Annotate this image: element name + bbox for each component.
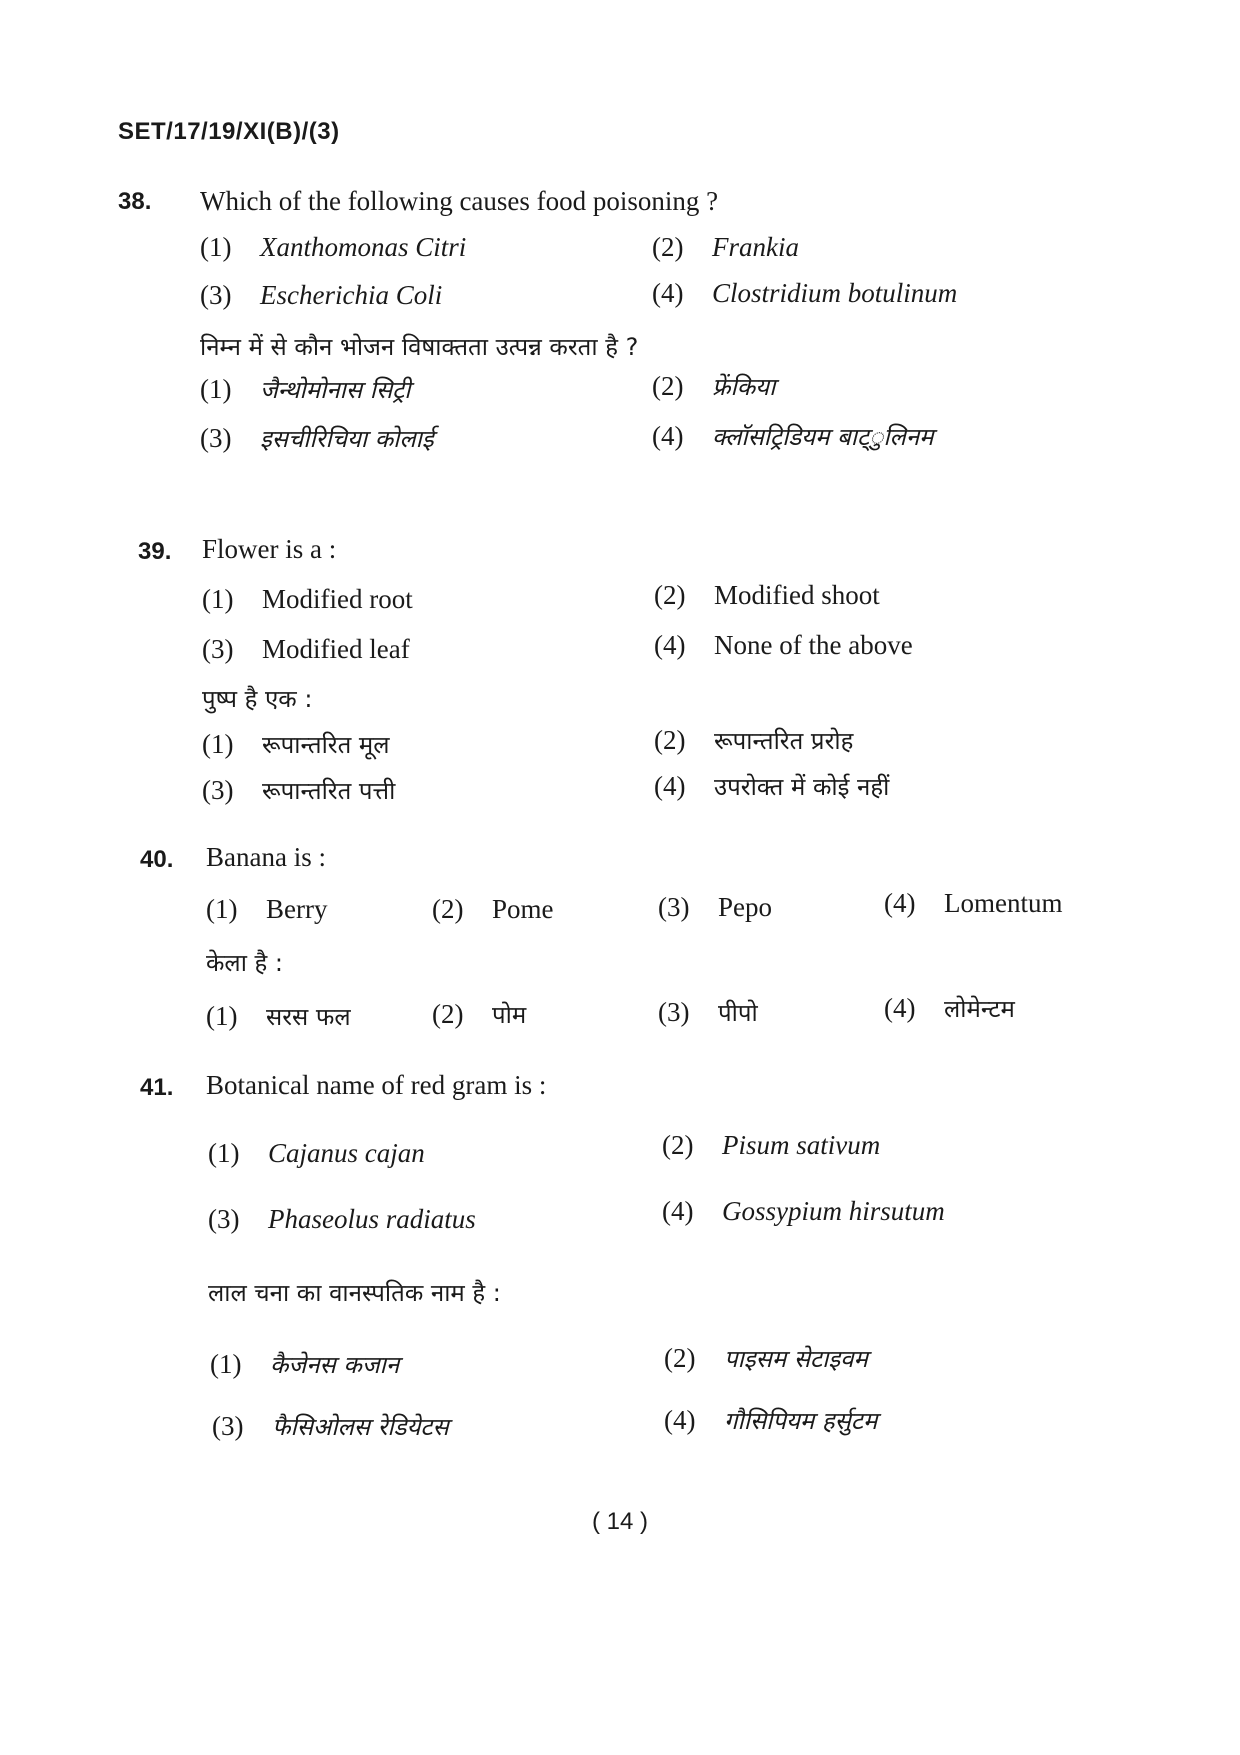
option-number: (4)	[664, 1405, 696, 1435]
option-number: (1)	[206, 1001, 238, 1031]
option-number: (1)	[202, 584, 234, 614]
question-number: 40.	[140, 846, 174, 873]
option-en	[202, 584, 413, 615]
option-text: None of the above	[714, 630, 913, 660]
option-hi	[658, 996, 758, 1029]
option-number: (2)	[664, 1343, 696, 1373]
option-number: (2)	[654, 580, 686, 610]
option-number: (4)	[652, 278, 684, 308]
option-text: रूपान्तरित पत्ती	[262, 777, 396, 805]
option-en	[658, 892, 772, 923]
option-hi	[202, 728, 390, 761]
option-en	[200, 280, 442, 311]
option-text: Frankia	[712, 232, 799, 262]
option-number: (2)	[652, 232, 684, 262]
option-text: कैजेनस कजान	[270, 1351, 400, 1379]
question-text-hi: निम्न में से कौन भोजन विषाक्तता उत्पन्न करता है ?	[200, 333, 639, 361]
option-number: (3)	[208, 1204, 240, 1234]
option-hi	[212, 1410, 449, 1443]
option-hi	[200, 373, 410, 406]
option-text: जैन्थोमोनास सिट्री	[260, 376, 411, 404]
option-text: Modified shoot	[714, 580, 880, 610]
option-hi	[432, 998, 526, 1031]
option-hi	[654, 724, 853, 757]
option-text: Xanthomonas Citri	[260, 232, 467, 262]
option-text: गौसिपियम हर्सुटम	[724, 1407, 878, 1435]
option-number: (3)	[212, 1411, 244, 1441]
option-text: Phaseolus radiatus	[268, 1204, 476, 1234]
option-text: Clostridium botulinum	[712, 278, 958, 308]
option-en	[652, 232, 799, 263]
option-en	[208, 1204, 476, 1235]
option-en	[654, 630, 913, 661]
option-hi	[210, 1348, 399, 1381]
option-number: (3)	[658, 892, 690, 922]
question-text-en: Banana is :	[206, 842, 326, 872]
option-number: (1)	[206, 894, 238, 924]
option-text: फैसिओलस रेडियेटस	[272, 1413, 449, 1441]
option-en	[208, 1138, 425, 1169]
option-number: (3)	[658, 997, 690, 1027]
option-text: Modified root	[262, 584, 413, 614]
option-hi	[654, 770, 889, 803]
option-text: सरस फल	[266, 1003, 351, 1031]
option-number: (3)	[202, 634, 234, 664]
option-hi	[200, 422, 434, 455]
option-en	[662, 1196, 945, 1227]
question-number: 39.	[138, 538, 172, 565]
option-number: (3)	[200, 280, 232, 310]
option-text: उपरोक्त में कोई नहीं	[714, 773, 890, 801]
option-en	[652, 278, 957, 309]
option-text: Cajanus cajan	[268, 1138, 425, 1168]
option-hi	[884, 992, 1015, 1025]
question-text-hi: लाल चना का वानस्पतिक नाम है :	[208, 1279, 501, 1307]
option-hi	[652, 370, 775, 403]
option-number: (2)	[432, 894, 464, 924]
option-number: (4)	[654, 771, 686, 801]
option-hi	[202, 774, 395, 807]
option-number: (4)	[654, 630, 686, 660]
option-hi	[664, 1404, 877, 1437]
option-number: (3)	[200, 423, 232, 453]
option-en	[654, 580, 880, 611]
question-text-en: Botanical name of red gram is :	[206, 1070, 547, 1100]
option-number: (4)	[662, 1196, 694, 1226]
option-number: (2)	[662, 1130, 694, 1160]
option-text: Pepo	[718, 892, 772, 922]
option-number: (2)	[654, 725, 686, 755]
option-en	[202, 634, 410, 665]
option-number: (3)	[202, 775, 234, 805]
option-text: रूपान्तरित मूल	[262, 731, 390, 759]
option-number: (1)	[202, 729, 234, 759]
option-number: (1)	[200, 374, 232, 404]
option-hi	[664, 1342, 868, 1375]
option-number: (1)	[210, 1349, 242, 1379]
question-number: 41.	[140, 1074, 174, 1101]
option-number: (1)	[200, 232, 232, 262]
option-text: पीपो	[718, 999, 758, 1027]
option-text: Gossypium hirsutum	[722, 1196, 945, 1226]
option-text: Escherichia Coli	[260, 280, 443, 310]
option-number: (4)	[652, 421, 684, 451]
option-text: Pisum sativum	[722, 1130, 881, 1160]
question-text-en: Flower is a :	[202, 534, 337, 564]
option-text: फ्रेंकिया	[712, 373, 776, 401]
option-text: पोम	[492, 1001, 527, 1029]
question-text-hi: केला है :	[206, 949, 284, 977]
question-text-en: Which of the following causes food poisoning ?	[200, 186, 719, 216]
option-text: Pome	[492, 894, 554, 924]
option-text: Lomentum	[944, 888, 1063, 918]
option-en	[206, 894, 327, 925]
option-en	[662, 1130, 880, 1161]
option-text: Berry	[266, 894, 328, 924]
option-hi	[206, 1000, 351, 1033]
option-text: इसचीरिचिया कोलाई	[260, 425, 434, 453]
option-text: पाइसम सेटाइवम	[724, 1345, 868, 1373]
option-en	[432, 894, 554, 925]
option-number: (4)	[884, 993, 916, 1023]
option-text: लोमेन्टम	[944, 995, 1015, 1023]
question-text-hi: पुष्प है एक :	[202, 685, 313, 713]
option-text: रूपान्तरित प्ररोह	[714, 727, 854, 755]
option-text: Modified leaf	[262, 634, 410, 664]
option-number: (4)	[884, 888, 916, 918]
question-number: 38.	[118, 188, 152, 215]
page-number: ( 14 )	[591, 1508, 648, 1535]
option-en	[200, 232, 466, 263]
paper-code: SET/17/19/XI(B)/(3)	[118, 118, 340, 145]
option-number: (2)	[652, 371, 684, 401]
option-en	[884, 888, 1062, 919]
option-number: (1)	[208, 1138, 240, 1168]
option-hi	[652, 420, 934, 453]
option-text: क्लॉसट्रिडियम बाट्ुलिनम	[712, 423, 934, 451]
option-number: (2)	[432, 999, 464, 1029]
